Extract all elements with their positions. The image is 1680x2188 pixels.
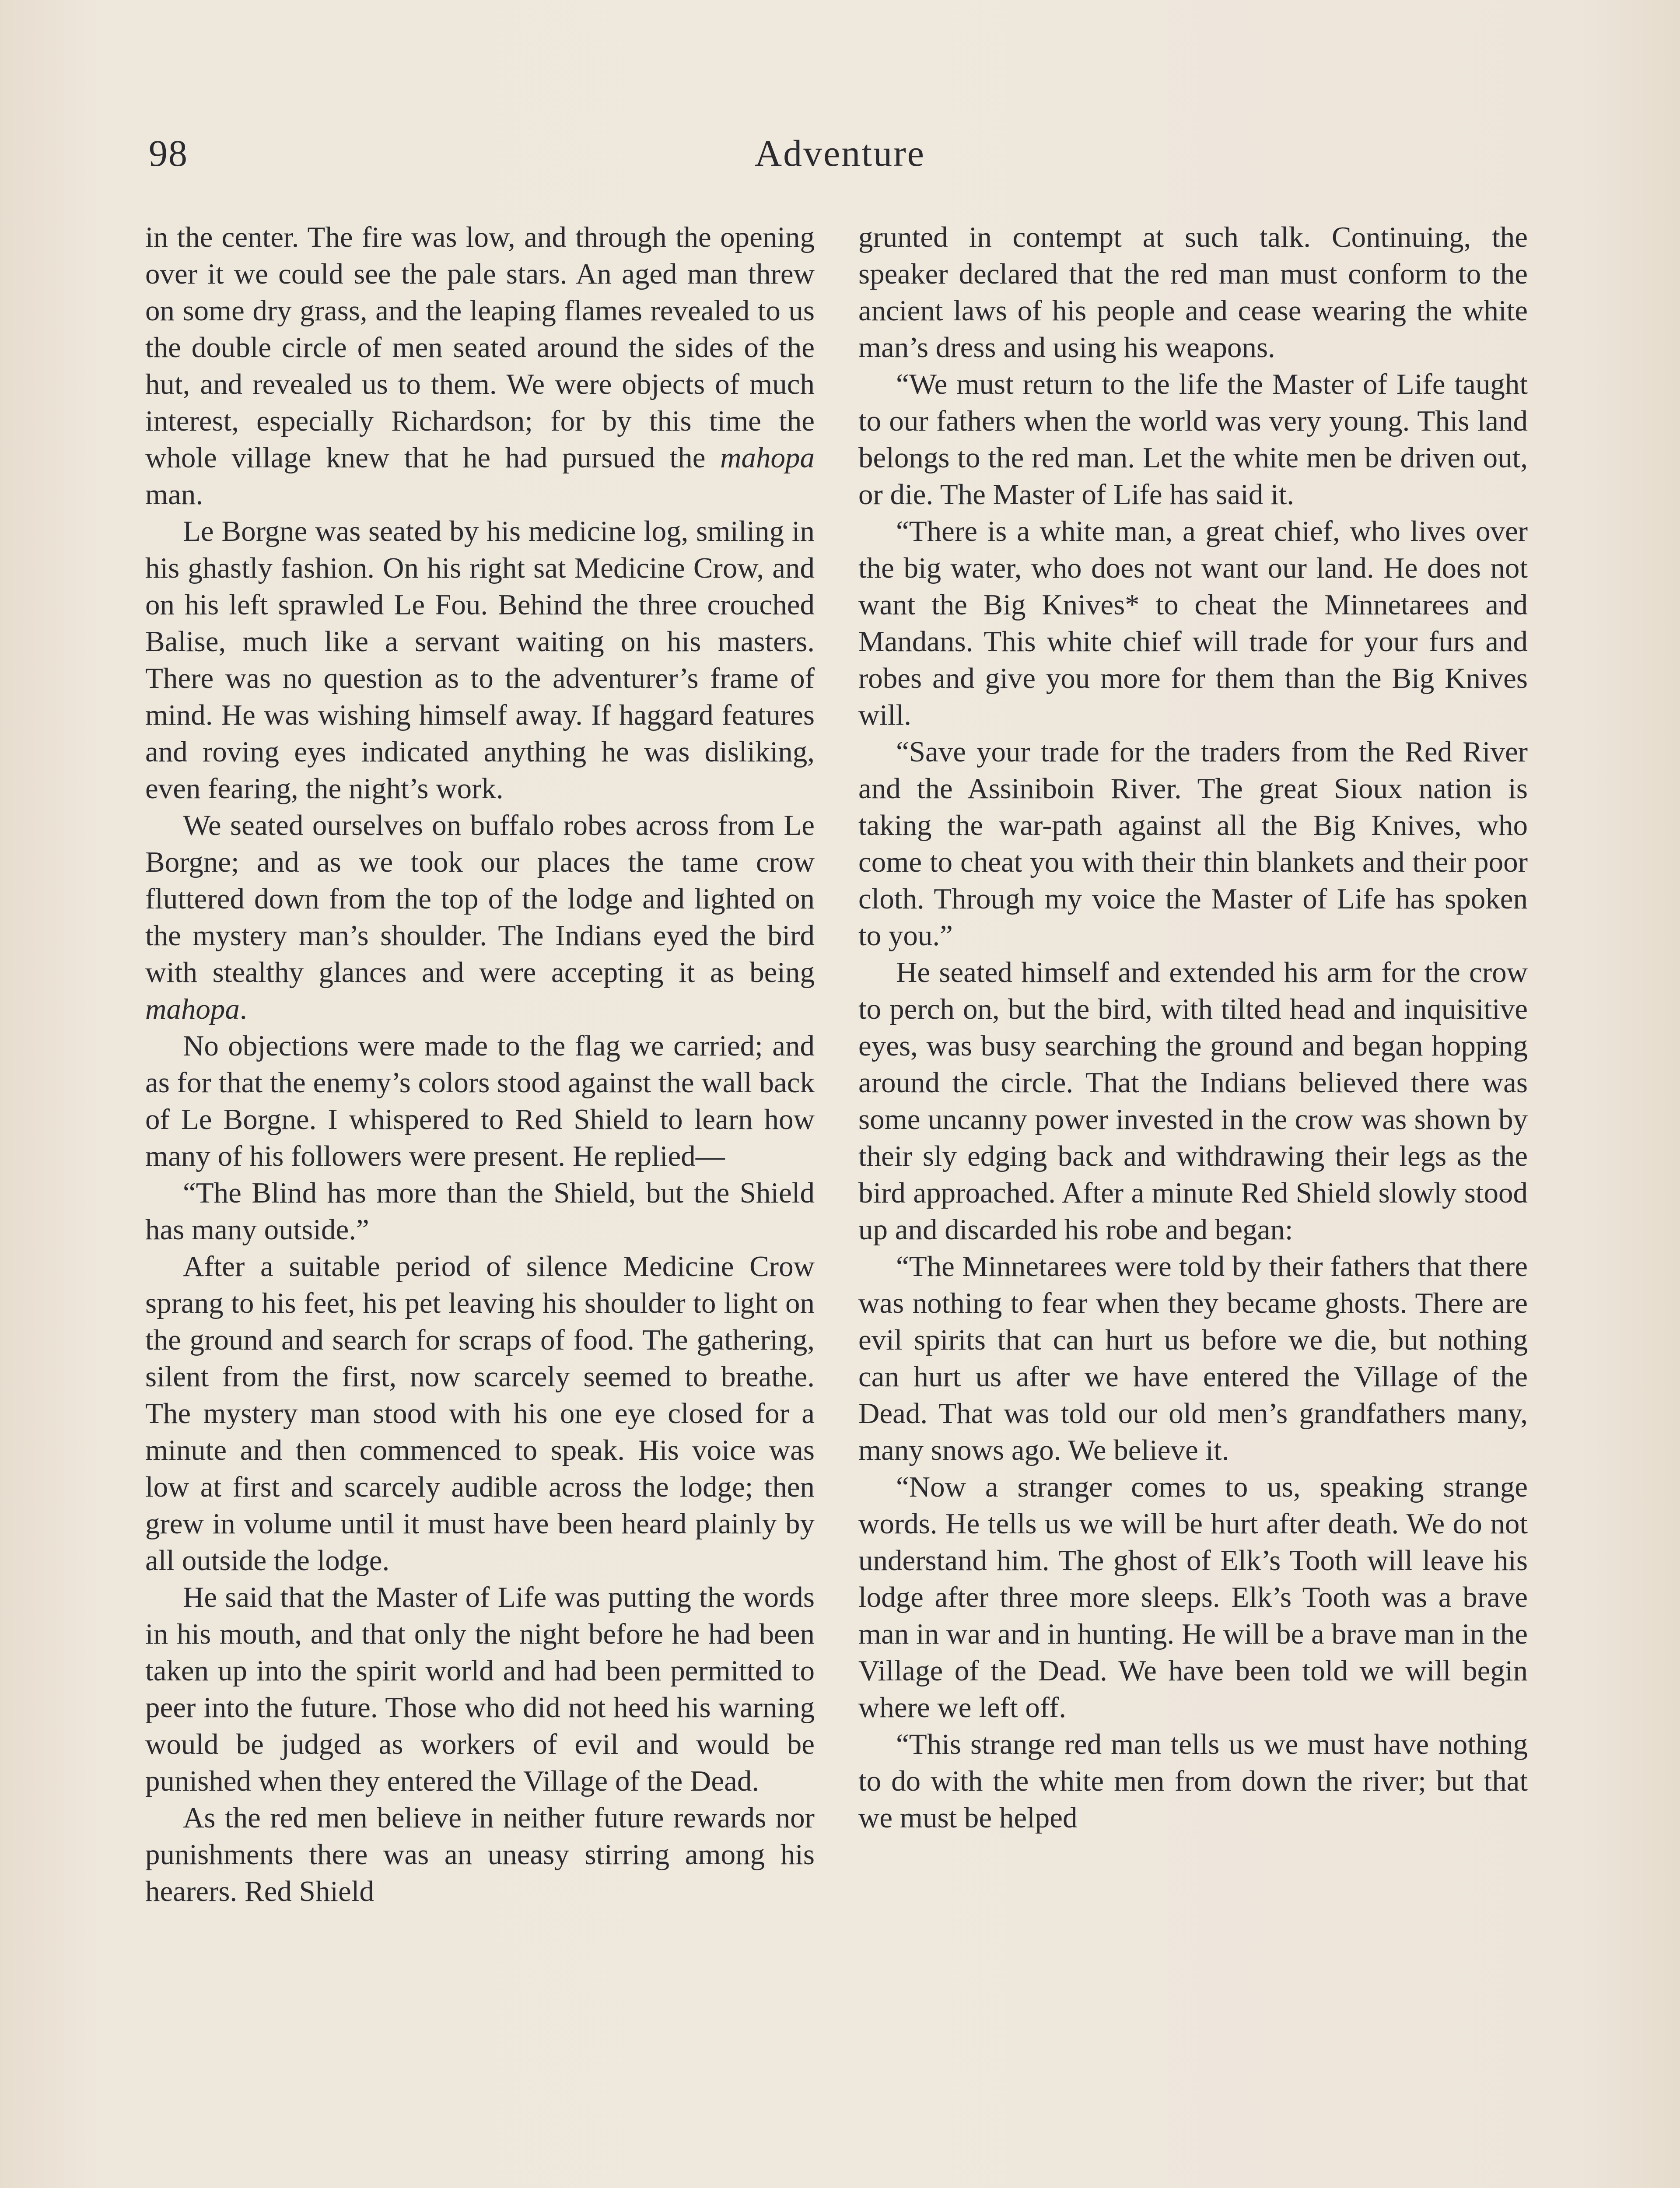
paragraph: “Now a stranger comes to us, speaking strange words. He tells us we will be hurt after death. We do not understand him. The ghost of Elk’s Tooth will leave his lodge after three more sleeps. Elk’s Tooth was a brave man in war and in hunting. He will be a brave man in the Village of the Dead. We have been told we will begin where we left off. — [858, 1471, 1528, 1724]
paragraph: After a suitable period of silence Medicine Crow sprang to his feet, his pet leaving his shoulder to light on the ground and search for scraps of food. The gathering, silent from the first, now scarcely seemed to breathe. The mystery man stood with his one eye closed for a minute and then commenced to speak. His voice was low at first and scarcely audible across the lodge; then grew in volume until it must have been heard plainly by all outside the lodge. — [145, 1250, 815, 1577]
page-header — [149, 127, 1531, 188]
paragraph: grunted in contempt at such talk. Continuing, the speaker declared that the red man must conform to the ancient laws of his people and cease wearing the white man’s dress and using his weapons. — [858, 221, 1528, 364]
paragraph: “We must return to the life the Master of Life taught to our fathers when the world was very young. This land belongs to the red man. Let the white men be driven out, or die. The Master of Life has said it. — [858, 368, 1528, 511]
paragraph: “The Blind has more than the Shield, but the Shield has many outside.” — [145, 1177, 815, 1246]
paragraph: No objections were made to the flag we carried; and as for that the enemy’s colors stood against the wall back of Le Borgne. I whispered to Red Shield to learn how many of his followers were present. He replied— — [145, 1030, 815, 1172]
paragraph: “There is a white man, a great chief, who lives over the big water, who does not want our land. He does not want the Big Knives* to cheat the Minnetarees and Mandans. This white chief will trade for your furs and robes and give you more for them than the Big Knives will. — [858, 515, 1528, 731]
paragraph: He said that the Master of Life was putting the words in his mouth, and that only the night before he had been taken up into the spirit world and had been permitted to peer into the future. Those who did not heed his warning would be judged as workers of evil and would be punished when they entered the Village of the Dead. — [145, 1581, 815, 1797]
right-column — [858, 219, 1528, 1836]
left-column — [145, 219, 815, 1910]
paragraph: “This strange red man tells us we must have nothing to do with the white men from down the river; but that we must be helped — [858, 1728, 1528, 1834]
paragraph: in the center. The fire was low, and through the opening over it we could see the pale stars. An aged man threw on some dry grass, and the leaping flames revealed to us the double circle of men seated around the sides of the hut, and revealed us to them. We were objects of much interest, especially Richardson; for by this time the whole village knew that he had pursued the mahopa man. — [145, 221, 815, 511]
paragraph: “Save your trade for the traders from the Red River and the Assiniboin River. The great Sioux nation is taking the war-path against all the Big Knives, who come to cheat you with their thin blankets and their poor cloth. Through my voice the Master of Life has spoken to you.” — [858, 736, 1528, 952]
paragraph: As the red men believe in neither future rewards nor punishments there was an uneasy stirring among his hearers. Red Shield — [145, 1802, 815, 1907]
paragraph: We seated ourselves on buffalo robes across from Le Borgne; and as we took our places the tame crow fluttered down from the top of the lodge and lighted on the mystery man’s shoulder. The Indians eyed the bird with stealthy glances and were accepting it as being mahopa. — [145, 809, 815, 1025]
paragraph: Le Borgne was seated by his medicine log, smiling in his ghastly fashion. On his right sat Medicine Crow, and on his left sprawled Le Fou. Behind the three crouched Balise, much like a servant waiting on his masters. There was no question as to the adventurer’s frame of mind. He was wishing himself away. If haggard features and roving eyes indicated anything he was disliking, even fearing, the night’s work. — [145, 515, 815, 805]
paragraph: “The Minnetarees were told by their fathers that there was nothing to fear when they became ghosts. There are evil spirits that can hurt us before we die, but nothing can hurt us after we have entered the Village of the Dead. That was told our old men’s grandfathers many, many snows ago. We believe it. — [858, 1250, 1528, 1466]
paragraph: He seated himself and extended his arm for the crow to perch on, but the bird, with tilted head and inquisitive eyes, was busy searching the ground and began hopping around the circle. That the Indians believed there was some uncanny power invested in the crow was shown by their sly edging back and withdrawing their legs as the bird approached. After a minute Red Shield slowly stood up and discarded his robe and began: — [858, 956, 1528, 1246]
running-title: Adventure — [755, 132, 925, 174]
page-number: 98 — [149, 132, 188, 174]
